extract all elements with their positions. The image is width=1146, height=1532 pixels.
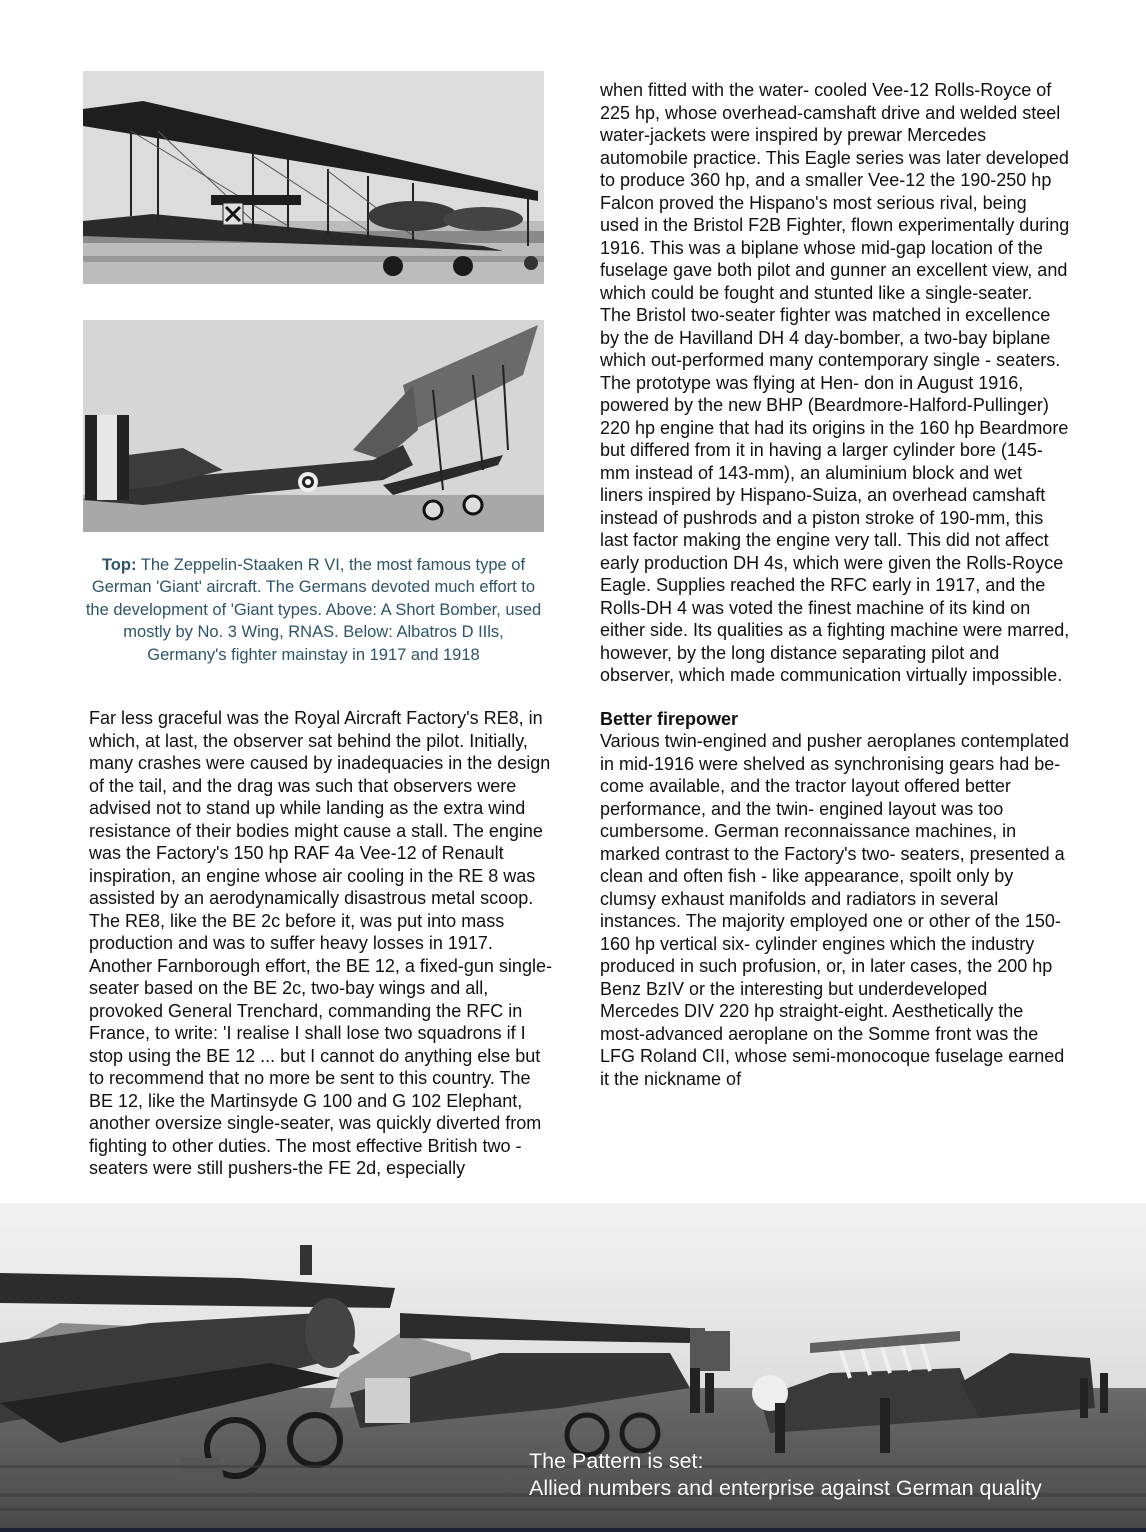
right-article-column [600,79,1070,1090]
biplane-photo-graphic [83,71,544,284]
overlay-caption-line2: Allied numbers and enterprise against German quality [529,1476,1042,1500]
photo-caption [83,554,544,666]
overlay-caption-line1: The Pattern is set: [529,1449,704,1473]
biplane-photo-graphic [83,320,544,532]
section-heading: Better firepower [600,708,739,729]
caption-text: The Zeppelin-Staaken R VI, the most famous type of German 'Giant' aircraft. The Germans devoted much effort to the development of 'Giant types. Above: A Short Bomber, used mostly by No. 3 Wing, RNAS. Below: Albatros D IIls, Germany's fighter mainstay in 1917 and 1918 [85,556,542,664]
paragraph-spacer [600,687,1070,708]
photo-overlay-caption [529,1448,1042,1502]
page-bottom-border [0,1528,1146,1532]
zeppelin-staaken-photo [83,71,544,284]
body-paragraph: when fitted with the water- cooled Vee-12 Rolls-Royce of 225 hp, whose overhead-camshaft drive and welded steel water-jackets were inspired by prewar Mercedes automobile practice. This Eagle series was later developed to produce 360 hp, and a smaller Vee-12 the 190-250 hp Falcon proved the Hispano's most serious rival, being used in the Bristol F2B Fighter, flown experimentally during 1916. This was a biplane whose mid-gap location of the fuselage gave both pilot and gunner an excellent view, and which could be fought and stunted like a single-seater. [600,80,1070,303]
body-paragraph: Various twin-engined and pusher aeroplanes contemplated in mid-1916 were shelved as synchronising gears had be- come available, and the tractor layout offered better performance, and the twin- engined layout was too cumbersome. German reconnaissance machines, in marked contrast to the Factory's two- seaters, presented a clean and often fish - like appearance, spoilt only by clumsy exhaust manifolds and radiators in several instances. The majority employed one or other of the 150-160 hp vertical six- cylinder engines which the industry produced in such profusion, or, in later cases, the 200 hp Benz BzIV or the interesting but underdeveloped Mercedes DIV 220 hp straight-eight. Aesthetically the most-advanced aeroplane on the Somme front was the LFG Roland CII, whose semi-monocoque fuselage earned it the nickname of [600,731,1069,1089]
left-article-column [89,707,559,1180]
body-paragraph: Far less graceful was the Royal Aircraft Factory's RE8, in which, at last, the observer sat behind the pilot. Initially, many crashes were caused by inadequacies in the design of the tail, and the drag was such that observers were advised not to stand up while landing as the extra wind resistance of their bodies might cause a stall. The engine was the Factory's 150 hp RAF 4a Vee-12 of Renault inspiration, an engine whose air cooling in the RE 8 was assisted by an aerodynamically disastrous metal scoop. The RE8, like the BE 2c before it, was put into mass production and was to suffer heavy losses in 1917. Another Farnborough effort, the BE 12, a fixed-gun single-seater based on the BE 2c, two-bay wings and all, provoked General Trenchard, commanding the RFC in France, to write: 'I realise I shall lose two squadrons if I stop using the BE 12 ... but I cannot do anything else but to recommend that no more be sent to this country. The BE 12, like the Martinsyde G 100 and G 102 Elephant, another oversize single-seater, was quickly diverted from fighting to other duties. The most effective British two - seaters were still pushers-the FE 2d, especially [89,708,552,1178]
caption-lead: Top: [101,556,137,574]
body-paragraph: The Bristol two-seater fighter was matched in excellence by the de Havilland DH 4 day-bomber, a two-bay biplane which out-performed many contemporary single - seaters. The prototype was flying at Hen- don in August 1916, powered by the new BHP (Beardmore-Halford-Pullinger) 220 hp engine that had its origins in the 160 hp Beardmore but differed from it in having a larger cylinder bore (145-mm instead of 143-mm), an aluminium block and wet liners inspired by Hispano-Suiza, an overhead camshaft instead of pushrods and a piston stroke of 190-mm, this last factor making the engine very tall. This did not affect early production DH 4s, which were given the Rolls-Royce Eagle. Supplies reached the RFC early in 1917, and the Rolls-DH 4 was voted the finest machine of its kind on either side. Its qualities as a fighting machine were marred, however, by the long distance separating pilot and observer, which made communication virtually impossible. [600,305,1070,685]
short-bomber-photo [83,320,544,532]
